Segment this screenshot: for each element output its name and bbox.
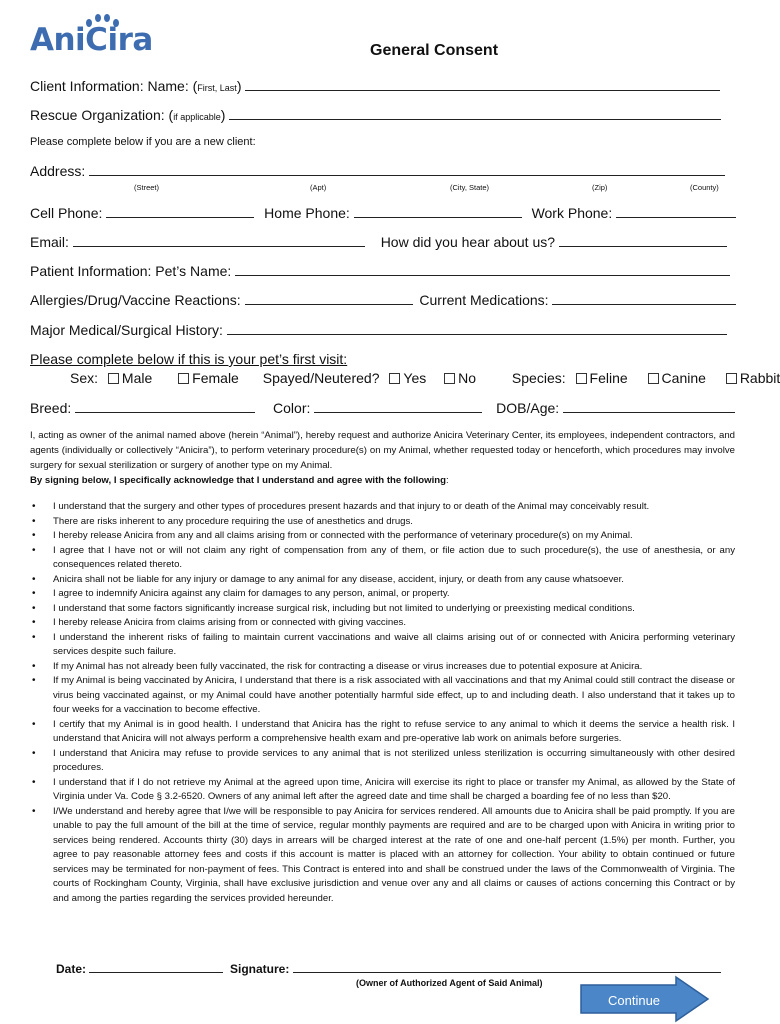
date-row: Date: (56, 962, 223, 976)
breed-row: Breed: Color: DOB/Age: (30, 400, 735, 416)
referral-field[interactable] (559, 234, 727, 247)
breed-field[interactable] (75, 400, 255, 413)
pet-name-row: Patient Information: Pet’s Name: (30, 263, 730, 279)
client-name-row: Client Information: Name: (First, Last) (30, 78, 720, 94)
consent-ack: By signing below, I specifically acknowledge that I understand and agree with the following (30, 475, 446, 486)
rabbit-checkbox[interactable] (726, 373, 737, 384)
address-row: Address: (30, 163, 725, 179)
pet-details-row: Sex: Male Female Spayed/Neutered? Yes No Species: Feline Canine Rabbit (70, 370, 780, 386)
feline-checkbox[interactable] (576, 373, 587, 384)
signature-row: Signature: (230, 962, 721, 976)
first-visit-note: Please complete below if this is your pet’s first visit: (30, 351, 348, 367)
consent-list (30, 500, 735, 906)
consent-intro: I, acting as owner of the animal named above (herein “Animal”), hereby request and authorize Anicira Veterinary Center, its employees, independent contractors, and agents (individually or collectively “Anicira”), to perform veterinary procedure(s) on my Animal, whether requested today or henceforth, which procedures may involve surgery for sexual sterilization or surgery of another type on my Animal. By signing below, I specifically acknowledge that I understand and agree with the following: (30, 430, 735, 486)
list-item: • If my Animal is being vaccinated by Anicira, I understand that there is a risk associated with all vaccinations and that my Animal could still contract the disease or virus being vaccinated against, or my Animal could have another potentially harmful side effect, up to and including death. I also understand that it takes up to four weeks for a vaccination to become effective. (30, 674, 735, 718)
male-checkbox[interactable] (108, 373, 119, 384)
address-sub-zip: (Zip) (592, 183, 608, 192)
work-phone-field[interactable] (616, 205, 736, 218)
continue-label: Continue (608, 993, 661, 1008)
list-item: • I understand the inherent risks of failing to maintain current vaccinations and waive all claims arising out of or connected with Anicira performing veterinary services despite such failure. (30, 631, 735, 660)
list-item: • If my Animal has not already been fully vaccinated, the risk for contracting a disease or virus increases due to potential exposure at Anicira. (30, 660, 735, 675)
cell-phone-field[interactable] (106, 205, 254, 218)
new-client-note: Please complete below if you are a new client: (30, 136, 256, 148)
anicira-logo: AniCira (30, 22, 153, 58)
phone-row: Cell Phone: Home Phone: Work Phone: (30, 205, 736, 221)
client-name-field[interactable] (245, 78, 720, 91)
list-item: • I agree that I have not or will not claim any right of compensation from any of them, or file action due to such procedure(s), the use of anesthesia, or any consequences related thereto. (30, 544, 735, 573)
list-item: • I/We understand and hereby agree that I/we will be responsible to pay Anicira for services rendered. All amounts due to Anicira shall be paid promptly. If you are unable to pay the full amount of the bill at the time of service, regular monthly payments are required and are to be charged upon with Anicira in writing prior to services being rendered. Accounts thirty (30) days in arrears will be charged interest at the rate of one and one-half percent (1.5%) per month. Further, you agree to pay reasonable attorney fees and costs if this account is matter is placed with an attorney for collection. Your ability to obtain continued or future services may be terminated for non-payment of fees. This Contract is entered into and shall be construed under the laws of the Commonwealth of Virginia. The courts of Rockingham County, Virginia, shall have exclusive jurisdiction and venue over any and all claims or causes of actions concerning this Contract or by and among the parties regarding the services provided hereunder. (30, 805, 735, 907)
allergies-row: Allergies/Drug/Vaccine Reactions: Current Medications: (30, 292, 736, 308)
rescue-row: Rescue Organization: (if applicable) (30, 107, 721, 123)
spayed-yes-checkbox[interactable] (389, 373, 400, 384)
pet-name-field[interactable] (235, 263, 730, 276)
owner-note: (Owner of Authorized Agent of Said Animal) (356, 978, 543, 988)
list-item: • I understand that if I do not retrieve my Animal at the agreed upon time, Anicira will exercise its right to place or transfer my Animal, as allowed by the State of Virginia under Va. Code § 3.2-6520. Owners of any animal left after the agreed date and time shall be charged a boarding fee of no less than $20. (30, 776, 735, 805)
canine-checkbox[interactable] (648, 373, 659, 384)
spayed-no-checkbox[interactable] (444, 373, 455, 384)
list-item: • I understand that Anicira may refuse to provide services to any animal that is not sterilized unless sterilization is occurring simultaneously with other desired procedures. (30, 747, 735, 776)
continue-button[interactable] (580, 976, 710, 1022)
signature-field[interactable] (293, 962, 721, 973)
date-field[interactable] (89, 962, 223, 973)
list-item: • I hereby release Anicira from any and all claims arising from or connected with the performance of veterinary procedure(s) on my Animal. (30, 529, 735, 544)
address-sub-city: (City, State) (450, 183, 490, 192)
list-item: • Anicira shall not be liable for any injury or damage to any animal for any disease, accident, injury, or death from any cause whatsoever. (30, 573, 735, 588)
list-item: • I hereby release Anicira from claims arising from or connected with giving vaccines. (30, 616, 735, 631)
home-phone-field[interactable] (354, 205, 522, 218)
list-item: • I certify that my Animal is in good health. I understand that Anicira has the right to refuse service to any animal to which it deems the service a health risk. I understand that Anicira will not always perform a comprehensive health exam and pre-operative lab work on animals before surgeries. (30, 718, 735, 747)
consent-intro-text: I, acting as owner of the animal named above (herein “Animal”), hereby request and authorize Anicira Veterinary Center, its employees, independent contractors, and agents (individually or collectively “Anicira”), to perform veterinary procedure(s) on my Animal, whether requested today or henceforth, which procedures may involve surgery for sexual sterilization or surgery of another type on my Animal. (30, 430, 735, 471)
email-field[interactable] (73, 234, 365, 247)
list-item: • I understand that some factors significantly increase surgical risk, including but not limited to underlying or preexisting medical conditions. (30, 602, 735, 617)
page-title: General Consent (370, 42, 499, 59)
color-field[interactable] (314, 400, 482, 413)
list-item: • I agree to indemnify Anicira against any claim for damages to any person, animal, or property. (30, 587, 735, 602)
address-sub-apt: (Apt) (310, 183, 327, 192)
medications-field[interactable] (552, 292, 736, 305)
list-item: • I understand that the surgery and other types of procedures present hazards and that injury to or death of the Animal may conceivably result. (30, 500, 735, 515)
list-item: • There are risks inherent to any procedure requiring the use of anesthetics and drugs. (30, 515, 735, 530)
address-sub-county: (County) (690, 183, 719, 192)
address-sub-street: (Street) (134, 183, 160, 192)
female-checkbox[interactable] (178, 373, 189, 384)
address-field[interactable] (89, 163, 725, 176)
rescue-org-field[interactable] (229, 107, 721, 120)
dob-age-field[interactable] (563, 400, 735, 413)
email-row: Email: How did you hear about us? (30, 234, 727, 250)
history-row: Major Medical/Surgical History: (30, 322, 727, 338)
medical-history-field[interactable] (227, 322, 727, 335)
allergies-field[interactable] (245, 292, 413, 305)
